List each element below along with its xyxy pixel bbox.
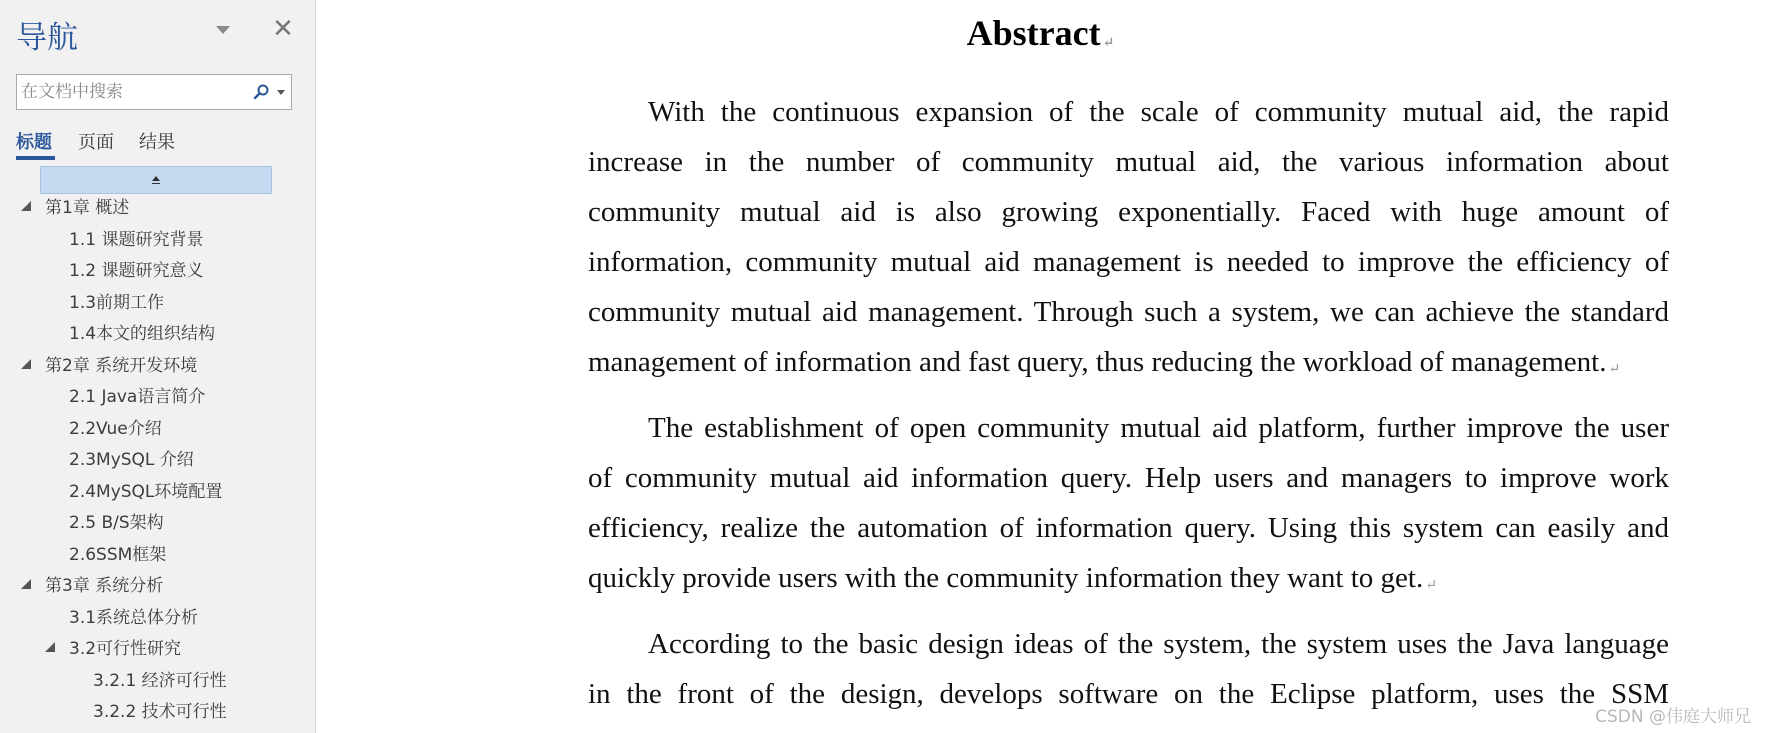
nav-heading[interactable]: 2.4MySQL环境配置	[69, 482, 223, 502]
paragraph-line: management of information and fast query, thus reducing the workload of management. ↵	[588, 346, 1621, 378]
tab-results[interactable]: 结果	[139, 132, 175, 153]
search-options-dropdown[interactable]	[275, 85, 289, 99]
nav-pane-title: 导航	[16, 20, 78, 56]
active-tab-indicator	[16, 156, 55, 160]
search-input[interactable]	[19, 77, 253, 107]
nav-heading-chapter-1[interactable]: 第1章 概述	[45, 198, 130, 218]
close-icon: ✕	[272, 14, 294, 44]
paragraph-line: With the continuous expansion of the scale of community mutual aid, the rapid	[648, 96, 1669, 128]
tab-headings[interactable]: 标题	[16, 132, 52, 153]
nav-heading[interactable]: 1.1 课题研究背景	[69, 230, 204, 250]
paragraph-line: of community mutual aid information query. Help users and managers to improve work	[588, 462, 1669, 494]
tab-pages[interactable]: 页面	[78, 132, 114, 153]
paragraph-line: community mutual aid is also growing exponentially. Faced with huge amount of	[588, 196, 1669, 228]
paragraph-line: efficiency, realize the automation of information query. Using this system can easily and	[588, 512, 1669, 544]
nav-heading[interactable]: 2.6SSM框架	[69, 545, 167, 565]
watermark: CSDN @伟庭大师兄	[1595, 707, 1751, 727]
search-icon[interactable]	[253, 83, 271, 101]
nav-close-button[interactable]	[270, 16, 296, 42]
nav-heading-chapter-2[interactable]: 第2章 系统开发环境	[45, 356, 198, 376]
nav-heading[interactable]: 2.2Vue介绍	[69, 419, 162, 439]
navigation-pane	[0, 0, 316, 733]
nav-heading[interactable]: 1.4本文的组织结构	[69, 324, 216, 344]
nav-heading[interactable]: 2.3MySQL 介绍	[69, 450, 194, 470]
nav-heading[interactable]: 2.5 B/S架构	[69, 513, 164, 533]
paragraph-line: quickly provide users with the community information they want to get. ↵	[588, 562, 1437, 594]
chevron-down-icon	[216, 26, 230, 34]
search-box	[16, 74, 292, 110]
collapse-all-button[interactable]	[40, 166, 272, 194]
expand-triangle-icon[interactable]	[45, 642, 55, 652]
paragraph-line: community mutual aid management. Through such a system, we can achieve the standard	[588, 296, 1669, 328]
chevron-down-icon	[277, 90, 285, 95]
paragraph-line: According to the basic design ideas of the system, the system uses the Java language	[648, 628, 1669, 660]
paragraph-line: information, community mutual aid management is needed to improve the efficiency of	[588, 246, 1669, 278]
nav-heading[interactable]: 3.2.1 经济可行性	[93, 671, 227, 691]
nav-heading[interactable]: 1.3前期工作	[69, 293, 165, 313]
paragraph-line: in the front of the design, develops software on the Eclipse platform, uses the SSM	[588, 678, 1669, 710]
expand-triangle-icon[interactable]	[21, 359, 31, 369]
document-page[interactable]	[316, 0, 1765, 733]
paragraph-line: The establishment of open community mutual aid platform, further improve the user	[648, 412, 1669, 444]
nav-options-button[interactable]	[212, 18, 234, 42]
expand-triangle-icon[interactable]	[21, 579, 31, 589]
nav-heading[interactable]: 1.2 课题研究意义	[69, 261, 204, 281]
nav-heading[interactable]: 3.1系统总体分析	[69, 608, 199, 628]
nav-heading[interactable]: 3.2可行性研究	[69, 639, 182, 659]
paragraph-line: increase in the number of community mutual aid, the various information about	[588, 146, 1669, 178]
nav-heading[interactable]: 3.2.2 技术可行性	[93, 702, 227, 722]
nav-heading[interactable]: 2.1 Java语言简介	[69, 387, 206, 407]
expand-triangle-icon[interactable]	[21, 201, 31, 211]
collapse-up-icon	[152, 176, 160, 181]
abstract-heading: Abstract ↵	[966, 13, 1115, 53]
nav-heading-chapter-3[interactable]: 第3章 系统分析	[45, 576, 164, 596]
